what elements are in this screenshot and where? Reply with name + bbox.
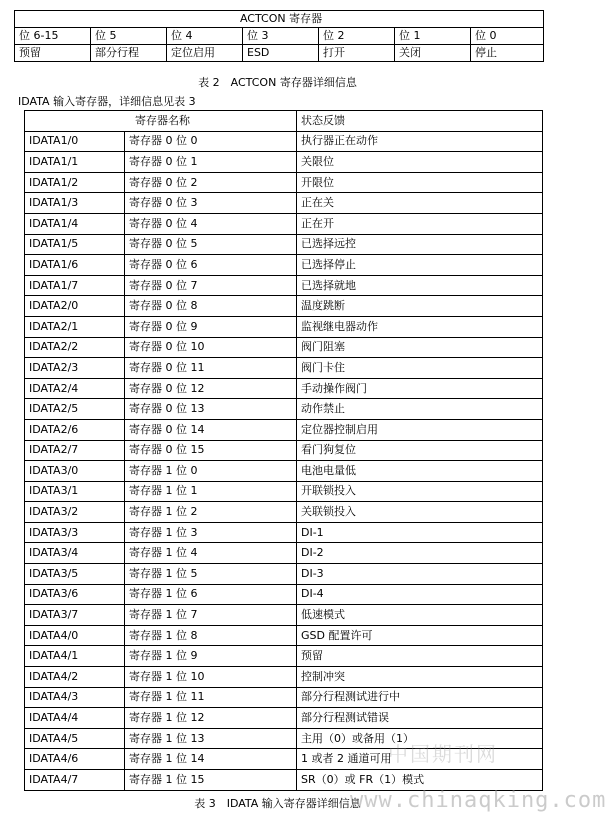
status-feedback-cell: 低速模式	[297, 605, 543, 626]
table-row	[25, 481, 543, 502]
idata-table	[24, 110, 543, 791]
header-status-feedback: 状态反馈	[297, 111, 543, 132]
actcon-meaning-cell: 部分行程	[91, 45, 167, 62]
idata-id-cell: IDATA2/1	[25, 316, 125, 337]
table-row	[25, 358, 543, 379]
table-row	[25, 152, 543, 173]
register-bit-cell: 寄存器 0 位 4	[125, 213, 297, 234]
table-row	[25, 605, 543, 626]
register-bit-cell: 寄存器 0 位 3	[125, 193, 297, 214]
actcon-bit-cell: 位 5	[91, 28, 167, 45]
status-feedback-cell: DI-4	[297, 584, 543, 605]
status-feedback-cell: 主用（0）或备用（1）	[297, 728, 543, 749]
idata-id-cell: IDATA4/0	[25, 625, 125, 646]
status-feedback-cell: GSD 配置许可	[297, 625, 543, 646]
actcon-table-title: ACTCON 寄存器	[15, 11, 544, 28]
register-bit-cell: 寄存器 0 位 12	[125, 378, 297, 399]
actcon-meanings-row	[15, 45, 544, 62]
status-feedback-cell: 电池电量低	[297, 461, 543, 482]
actcon-meaning-cell: ESD	[243, 45, 319, 62]
register-bit-cell: 寄存器 1 位 3	[125, 522, 297, 543]
table-row	[25, 461, 543, 482]
register-bit-cell: 寄存器 0 位 11	[125, 358, 297, 379]
idata-id-cell: IDATA1/3	[25, 193, 125, 214]
table-row	[25, 275, 543, 296]
status-feedback-cell: 已选择停止	[297, 255, 543, 276]
idata-id-cell: IDATA3/6	[25, 584, 125, 605]
actcon-bit-cell: 位 4	[167, 28, 243, 45]
table-row	[25, 337, 543, 358]
table-row	[25, 564, 543, 585]
register-bit-cell: 寄存器 1 位 12	[125, 708, 297, 729]
actcon-bit-cell: 位 6-15	[15, 28, 91, 45]
actcon-meaning-cell: 打开	[319, 45, 395, 62]
idata-id-cell: IDATA2/4	[25, 378, 125, 399]
table-row	[25, 213, 543, 234]
idata-id-cell: IDATA1/5	[25, 234, 125, 255]
status-feedback-cell: 阀门阻塞	[297, 337, 543, 358]
idata-id-cell: IDATA3/3	[25, 522, 125, 543]
table-row	[25, 193, 543, 214]
table-row	[25, 419, 543, 440]
table3-caption: 表 3 IDATA 输入寄存器详细信息	[194, 797, 361, 810]
register-bit-cell: 寄存器 0 位 2	[125, 172, 297, 193]
table2-caption: 表 2 ACTCON 寄存器详细信息	[198, 76, 357, 89]
status-feedback-cell: 控制冲突	[297, 667, 543, 688]
register-bit-cell: 寄存器 0 位 9	[125, 316, 297, 337]
actcon-meaning-cell: 停止	[471, 45, 544, 62]
register-bit-cell: 寄存器 1 位 11	[125, 687, 297, 708]
table-row	[25, 172, 543, 193]
register-bit-cell: 寄存器 1 位 15	[125, 770, 297, 791]
table-row	[25, 584, 543, 605]
idata-id-cell: IDATA3/1	[25, 481, 125, 502]
register-bit-cell: 寄存器 1 位 13	[125, 728, 297, 749]
status-feedback-cell: 手动操作阀门	[297, 378, 543, 399]
register-bit-cell: 寄存器 1 位 2	[125, 502, 297, 523]
table-row	[25, 687, 543, 708]
idata-id-cell: IDATA4/4	[25, 708, 125, 729]
table-row	[25, 296, 543, 317]
register-bit-cell: 寄存器 1 位 8	[125, 625, 297, 646]
table-row	[25, 543, 543, 564]
status-feedback-cell: 阀门卡住	[297, 358, 543, 379]
idata-id-cell: IDATA3/4	[25, 543, 125, 564]
register-bit-cell: 寄存器 0 位 8	[125, 296, 297, 317]
register-bit-cell: 寄存器 1 位 10	[125, 667, 297, 688]
table-row	[25, 770, 543, 791]
register-bit-cell: 寄存器 0 位 15	[125, 440, 297, 461]
table-row	[25, 399, 543, 420]
idata-id-cell: IDATA1/1	[25, 152, 125, 173]
status-feedback-cell: 执行器正在动作	[297, 131, 543, 152]
status-feedback-cell: 开联锁投入	[297, 481, 543, 502]
register-bit-cell: 寄存器 0 位 7	[125, 275, 297, 296]
status-feedback-cell: 看门狗复位	[297, 440, 543, 461]
actcon-meaning-cell: 定位启用	[167, 45, 243, 62]
register-bit-cell: 寄存器 0 位 10	[125, 337, 297, 358]
table-row	[25, 502, 543, 523]
register-bit-cell: 寄存器 0 位 6	[125, 255, 297, 276]
table-row	[25, 646, 543, 667]
status-feedback-cell: DI-1	[297, 522, 543, 543]
register-bit-cell: 寄存器 0 位 5	[125, 234, 297, 255]
register-bit-cell: 寄存器 0 位 14	[125, 419, 297, 440]
idata-id-cell: IDATA2/6	[25, 419, 125, 440]
status-feedback-cell: 正在开	[297, 213, 543, 234]
actcon-bits-row	[15, 28, 544, 45]
idata-id-cell: IDATA4/3	[25, 687, 125, 708]
table-row	[25, 234, 543, 255]
idata-id-cell: IDATA1/7	[25, 275, 125, 296]
idata-id-cell: IDATA1/2	[25, 172, 125, 193]
idata-id-cell: IDATA2/2	[25, 337, 125, 358]
status-feedback-cell: 定位器控制启用	[297, 419, 543, 440]
table-row	[25, 522, 543, 543]
actcon-meaning-cell: 关闭	[395, 45, 471, 62]
actcon-bit-cell: 位 3	[243, 28, 319, 45]
table-row	[25, 378, 543, 399]
register-bit-cell: 寄存器 1 位 5	[125, 564, 297, 585]
watermark-url: www.chinaqking.com	[350, 788, 606, 813]
register-bit-cell: 寄存器 1 位 4	[125, 543, 297, 564]
idata-id-cell: IDATA2/0	[25, 296, 125, 317]
status-feedback-cell: 监视继电器动作	[297, 316, 543, 337]
table-row	[25, 440, 543, 461]
register-bit-cell: 寄存器 1 位 7	[125, 605, 297, 626]
header-register-name: 寄存器名称	[25, 111, 297, 132]
status-feedback-cell: 预留	[297, 646, 543, 667]
status-feedback-cell: 温度跳断	[297, 296, 543, 317]
idata-id-cell: IDATA4/7	[25, 770, 125, 791]
register-bit-cell: 寄存器 1 位 0	[125, 461, 297, 482]
idata-intro-text: IDATA 输入寄存器，详细信息见表 3	[18, 95, 196, 108]
idata-id-cell: IDATA1/6	[25, 255, 125, 276]
register-bit-cell: 寄存器 1 位 6	[125, 584, 297, 605]
status-feedback-cell: DI-3	[297, 564, 543, 585]
idata-id-cell: IDATA4/6	[25, 749, 125, 770]
idata-id-cell: IDATA2/7	[25, 440, 125, 461]
status-feedback-cell: 正在关	[297, 193, 543, 214]
register-bit-cell: 寄存器 1 位 14	[125, 749, 297, 770]
idata-id-cell: IDATA2/5	[25, 399, 125, 420]
actcon-table	[14, 10, 544, 62]
table-row	[25, 255, 543, 276]
actcon-bit-cell: 位 0	[471, 28, 544, 45]
idata-id-cell: IDATA1/0	[25, 131, 125, 152]
status-feedback-cell: 关限位	[297, 152, 543, 173]
actcon-bit-cell: 位 1	[395, 28, 471, 45]
table-row	[25, 625, 543, 646]
idata-id-cell: IDATA1/4	[25, 213, 125, 234]
status-feedback-cell: 部分行程测试进行中	[297, 687, 543, 708]
idata-id-cell: IDATA4/1	[25, 646, 125, 667]
idata-id-cell: IDATA4/5	[25, 728, 125, 749]
idata-header-row	[25, 111, 543, 132]
status-feedback-cell: SR（0）或 FR（1）模式	[297, 770, 543, 791]
idata-id-cell: IDATA4/2	[25, 667, 125, 688]
table-row	[25, 316, 543, 337]
status-feedback-cell: 关联锁投入	[297, 502, 543, 523]
register-bit-cell: 寄存器 1 位 1	[125, 481, 297, 502]
idata-id-cell: IDATA3/0	[25, 461, 125, 482]
table-row	[25, 667, 543, 688]
idata-id-cell: IDATA2/3	[25, 358, 125, 379]
status-feedback-cell: 开限位	[297, 172, 543, 193]
register-bit-cell: 寄存器 0 位 13	[125, 399, 297, 420]
status-feedback-cell: 部分行程测试错误	[297, 708, 543, 729]
actcon-bit-cell: 位 2	[319, 28, 395, 45]
idata-id-cell: IDATA3/2	[25, 502, 125, 523]
idata-id-cell: IDATA3/7	[25, 605, 125, 626]
register-bit-cell: 寄存器 1 位 9	[125, 646, 297, 667]
register-bit-cell: 寄存器 0 位 0	[125, 131, 297, 152]
status-feedback-cell: 动作禁止	[297, 399, 543, 420]
status-feedback-cell: DI-2	[297, 543, 543, 564]
watermark-cn: 中国期刊网	[388, 742, 498, 766]
status-feedback-cell: 已选择远控	[297, 234, 543, 255]
table-row	[25, 131, 543, 152]
table-row	[25, 708, 543, 729]
actcon-meaning-cell: 预留	[15, 45, 91, 62]
status-feedback-cell: 1 或者 2 通道可用	[297, 749, 543, 770]
idata-id-cell: IDATA3/5	[25, 564, 125, 585]
status-feedback-cell: 已选择就地	[297, 275, 543, 296]
register-bit-cell: 寄存器 0 位 1	[125, 152, 297, 173]
